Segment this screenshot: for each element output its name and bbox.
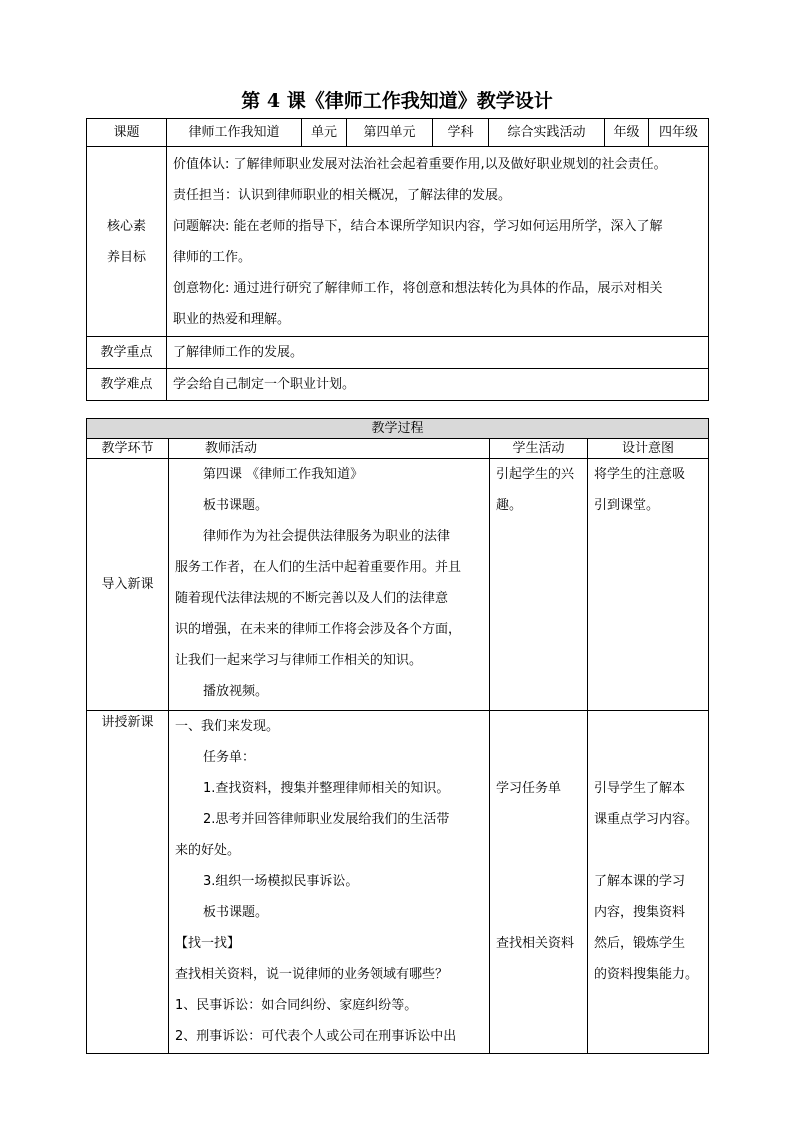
intent-line: 将学生的注意吸 xyxy=(594,467,686,482)
core-line: 律师的工作。 xyxy=(173,249,252,265)
label-difficult-point: 教学难点 xyxy=(87,369,167,401)
teacher-line: 3.组织一场模拟民事诉讼。 xyxy=(203,874,359,889)
student-line: 趣。 xyxy=(496,498,523,513)
student-line: 引起学生的兴 xyxy=(496,467,575,482)
teacher-line: 一、我们来发现。 xyxy=(175,719,280,734)
stage-intro: 导入新课 xyxy=(87,459,169,711)
lecture-student xyxy=(490,711,588,1054)
col-teacher: 教师活动 xyxy=(169,439,490,459)
unit-value: 第四单元 xyxy=(347,119,433,147)
course-info-table xyxy=(86,118,709,401)
key-point-text: 了解律师工作的发展。 xyxy=(173,345,304,360)
intent-line: 然后，锻炼学生 xyxy=(594,936,686,951)
teacher-line: 任务单： xyxy=(203,750,256,765)
teacher-line: 第四课 《律师工作我知道》 xyxy=(203,467,364,482)
col-student: 学生活动 xyxy=(490,439,588,459)
intro-student xyxy=(490,459,588,711)
teacher-line: 识的增强，在未来的律师工作将会涉及各个方面， xyxy=(175,622,462,637)
teacher-line: 【找一找】 xyxy=(175,936,241,951)
label-subject: 学科 xyxy=(433,119,489,147)
core-goals-content xyxy=(167,147,709,337)
label-core-goals xyxy=(87,147,167,337)
process-header: 教学过程 xyxy=(87,419,709,439)
subject-value: 综合实践活动 xyxy=(489,119,605,147)
grade-value: 四年级 xyxy=(649,119,709,147)
intent-line: 了解本课的学习 xyxy=(594,874,686,889)
page-title: 第 4 课《律师工作我知道》教学设计 xyxy=(241,90,553,112)
label-grade: 年级 xyxy=(605,119,649,147)
col-stage: 教学环节 xyxy=(87,439,169,459)
intro-intent xyxy=(588,459,709,711)
core-line: 价值体认: 了解律师职业发展对法治社会起着重要作用,以及做好职业规划的社会责任。 xyxy=(173,156,667,172)
teacher-line: 2、刑事诉讼：可代表个人或公司在刑事诉讼中出 xyxy=(175,1029,457,1044)
teacher-line: 1.查找资料，搜集并整理律师相关的知识。 xyxy=(203,781,450,796)
stage-lecture: 讲授新课 xyxy=(87,711,169,1054)
teacher-line: 2.思考并回答律师职业发展给我们的生活带 xyxy=(203,812,450,827)
core-line: 职业的热爱和理解。 xyxy=(173,311,291,327)
label-topic: 课题 xyxy=(87,119,167,147)
teacher-line: 律师作为为社会提供法律服务为职业的法律 xyxy=(203,529,451,544)
teacher-line: 板书课题。 xyxy=(203,498,269,513)
core-line: 创意物化: 通过进行研究了解律师工作，将创意和想法转化为具体的作品，展示对相关 xyxy=(173,280,663,296)
key-point-value xyxy=(167,337,709,369)
lecture-intent xyxy=(588,711,709,1054)
intent-line: 的资料搜集能力。 xyxy=(594,967,699,982)
intent-line: 引导学生了解本 xyxy=(594,781,686,796)
teacher-line: 让我们一起来学习与律师工作相关的知识。 xyxy=(175,653,423,668)
intent-line: 引到课堂。 xyxy=(594,498,660,513)
teacher-line: 播放视频。 xyxy=(203,684,269,699)
teacher-line: 查找相关资料，说一说律师的业务领域有哪些？ xyxy=(175,967,449,982)
difficult-point-text: 学会给自己制定一个职业计划。 xyxy=(173,377,356,392)
difficult-point-value xyxy=(167,369,709,401)
col-intent: 设计意图 xyxy=(588,439,709,459)
teacher-line: 来的好处。 xyxy=(175,843,241,858)
student-line: 查找相关资料 xyxy=(496,936,575,951)
core-line: 责任担当：认识到律师职业的相关概况，了解法律的发展。 xyxy=(173,187,512,203)
teacher-line: 随着现代法律法规的不断完善以及人们的法律意 xyxy=(175,591,449,606)
label-core-line: 养目标 xyxy=(106,249,146,265)
lecture-teacher xyxy=(169,711,490,1054)
student-line: 学习任务单 xyxy=(496,781,562,796)
teacher-line: 板书课题。 xyxy=(203,905,269,920)
label-key-point: 教学重点 xyxy=(87,337,167,369)
teacher-line: 服务工作者，在人们的生活中起着重要作用。并且 xyxy=(175,560,462,575)
teaching-process-table xyxy=(86,418,709,1054)
teacher-line: 1、民事诉讼：如合同纠纷、家庭纠纷等。 xyxy=(175,998,418,1013)
label-core-line: 核心素 xyxy=(106,218,146,234)
topic-value: 律师工作我知道 xyxy=(167,119,302,147)
intent-line: 内容，搜集资料 xyxy=(594,905,686,920)
label-unit: 单元 xyxy=(302,119,347,147)
core-line: 问题解决: 能在老师的指导下，结合本课所学知识内容，学习如何运用所学，深入了解 xyxy=(173,218,663,234)
intro-teacher xyxy=(169,459,490,711)
intent-line: 课重点学习内容。 xyxy=(594,812,699,827)
